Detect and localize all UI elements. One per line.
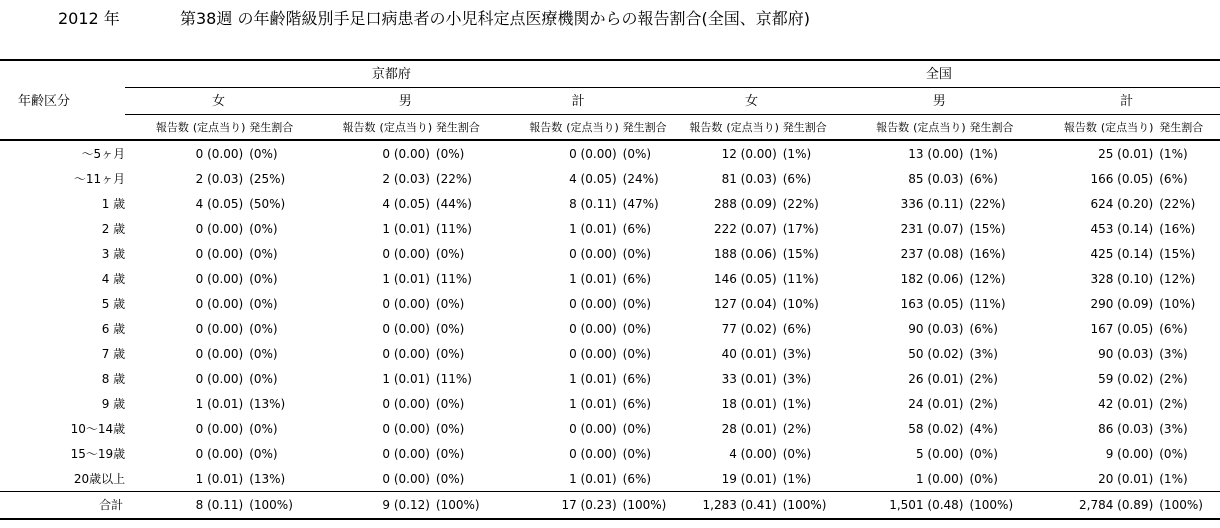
percent-cell: (22%) <box>782 196 819 211</box>
report-count-cell: 13 (0.00) <box>908 146 964 161</box>
table-row <box>0 416 1220 441</box>
report-count-cell: 58 (0.02) <box>908 421 964 436</box>
percent-cell: (3%) <box>969 346 998 361</box>
percent-cell: (0%) <box>249 271 278 286</box>
percent-cell: (15%) <box>782 246 819 261</box>
table-body <box>0 140 1220 519</box>
report-count-cell: 85 (0.03) <box>908 171 964 186</box>
age-label: 6 歳 <box>101 321 126 336</box>
report-count-cell: 1 (0.00) <box>915 471 964 486</box>
age-label: 10～14歳 <box>70 421 126 436</box>
percent-cell: (0%) <box>435 446 465 461</box>
report-count-cell: 0 (0.00) <box>195 296 244 311</box>
age-label: ～5ヶ月 <box>81 146 126 161</box>
percent-cell: (0%) <box>622 146 652 161</box>
report-count-cell: 4 (0.05) <box>382 196 430 211</box>
percent-cell: (13%) <box>249 471 286 486</box>
report-count-cell: 0 (0.00) <box>569 446 617 461</box>
report-count-cell: 50 (0.02) <box>908 346 964 361</box>
report-count-cell: 1 (0.01) <box>569 221 617 236</box>
report-count-cell: 1 (0.01) <box>569 371 617 386</box>
percent-cell: (1%) <box>1159 471 1188 486</box>
age-label: 5 歳 <box>101 296 126 311</box>
percent-cell: (6%) <box>622 471 652 486</box>
col-header-per-site: (定点当り) <box>378 115 432 141</box>
report-count-cell: 146 (0.05) <box>713 271 777 286</box>
percent-cell: (0%) <box>249 246 278 261</box>
percent-cell: (0%) <box>622 421 652 436</box>
table-row <box>0 466 1220 492</box>
report-count-cell: 0 (0.00) <box>195 271 244 286</box>
report-count-cell: 0 (0.00) <box>195 221 244 236</box>
percent-cell: (0%) <box>969 471 998 486</box>
report-count-cell: 1 (0.01) <box>569 396 617 411</box>
percent-cell: (0%) <box>249 321 278 336</box>
col-header-per-site: (定点当り) <box>724 115 778 141</box>
report-count-cell: 0 (0.00) <box>382 296 430 311</box>
report-count-cell: 33 (0.01) <box>721 371 777 386</box>
col-header-percent: 発生割合 <box>432 115 499 141</box>
table-row <box>0 316 1220 341</box>
percent-cell: (13%) <box>249 396 286 411</box>
report-count-cell: 25 (0.01) <box>1098 146 1154 161</box>
percent-cell: (0%) <box>622 346 652 361</box>
column-header-row <box>0 115 1220 141</box>
report-count-cell: 2 (0.03) <box>382 171 430 186</box>
report-count-cell: 26 (0.01) <box>908 371 964 386</box>
report-count-cell: 624 (0.20) <box>1090 196 1154 211</box>
percent-cell: (0%) <box>249 446 278 461</box>
percent-cell: (6%) <box>782 171 812 186</box>
age-header-spacer <box>0 115 125 141</box>
age-header: 年齢区分 <box>18 93 71 109</box>
report-count-cell: 0 (0.00) <box>382 346 430 361</box>
table-row <box>0 441 1220 466</box>
table-row <box>0 140 1220 166</box>
report-count-cell: 336 (0.11) <box>900 196 964 211</box>
total-row <box>0 492 1220 520</box>
percent-cell: (10%) <box>782 296 819 311</box>
col-header-percent: 発生割合 <box>965 115 1033 141</box>
report-count-cell: 81 (0.03) <box>721 171 777 186</box>
percent-cell: (6%) <box>782 321 812 336</box>
report-count-cell: 5 (0.00) <box>915 446 964 461</box>
percent-cell: (6%) <box>1159 171 1188 186</box>
report-count-cell: 17 (0.23) <box>499 492 619 520</box>
report-count-cell: 222 (0.07) <box>713 221 777 236</box>
report-count-cell: 290 (0.09) <box>1090 296 1154 311</box>
col-header-per-site: (定点当り) <box>564 115 618 141</box>
percent-cell: (11%) <box>782 271 819 286</box>
age-label: 20歳以上 <box>73 471 126 486</box>
percent-cell: (0%) <box>435 396 465 411</box>
percent-cell: (0%) <box>435 296 465 311</box>
percent-cell: (2%) <box>969 396 998 411</box>
percent-cell: (3%) <box>782 371 812 386</box>
percent-cell: (2%) <box>969 371 998 386</box>
age-label: 4 歳 <box>101 271 126 286</box>
report-count-cell: 182 (0.06) <box>900 271 964 286</box>
report-count-cell: 328 (0.10) <box>1090 271 1154 286</box>
percent-cell: (25%) <box>249 171 286 186</box>
region-header-national: 全国 <box>658 60 1220 88</box>
percent-cell: (0%) <box>622 321 652 336</box>
report-count-cell: 77 (0.02) <box>721 321 777 336</box>
report-count-cell: 0 (0.00) <box>569 246 617 261</box>
percent-cell: (0%) <box>435 346 465 361</box>
report-count-cell: 0 (0.00) <box>382 146 430 161</box>
table-row <box>0 216 1220 241</box>
report-count-cell: 0 (0.00) <box>382 321 430 336</box>
report-count-cell: 4 (0.05) <box>195 196 244 211</box>
percent-cell: (0%) <box>435 146 465 161</box>
percent-cell: (6%) <box>622 396 652 411</box>
age-label: 8 歳 <box>101 371 126 386</box>
percent-cell: (0%) <box>622 296 652 311</box>
report-count-cell: 0 (0.00) <box>569 421 617 436</box>
report-count-cell: 18 (0.01) <box>721 396 777 411</box>
col-header-per-site: (定点当り) <box>911 115 965 141</box>
report-count-cell: 40 (0.01) <box>721 346 777 361</box>
col-header-per-site: (定点当り) <box>191 115 245 141</box>
table-row <box>0 366 1220 391</box>
report-count-cell: 9 (0.00) <box>1105 446 1154 461</box>
report-count-cell: 24 (0.01) <box>908 396 964 411</box>
sex-header: 女 <box>658 88 846 115</box>
col-header-percent: 発生割合 <box>245 115 312 141</box>
report-count-cell: 1,283 (0.41) <box>658 492 779 520</box>
report-count-cell: 2,784 (0.89) <box>1033 492 1155 520</box>
table-row <box>0 341 1220 366</box>
percent-cell: (100%) <box>245 492 312 520</box>
report-count-cell: 288 (0.09) <box>713 196 777 211</box>
report-count-cell: 0 (0.00) <box>569 296 617 311</box>
report-count-cell: 127 (0.04) <box>713 296 777 311</box>
col-header-count: 報告数 <box>1033 115 1099 141</box>
table-row <box>0 241 1220 266</box>
percent-cell: (22%) <box>969 196 1006 211</box>
age-label: 1 歳 <box>101 196 126 211</box>
col-header-count: 報告数 <box>658 115 725 141</box>
report-count-cell: 166 (0.05) <box>1090 171 1154 186</box>
report-count-cell: 453 (0.14) <box>1090 221 1154 236</box>
report-count-cell: 8 (0.11) <box>125 492 245 520</box>
percent-cell: (100%) <box>965 492 1033 520</box>
report-count-cell: 1 (0.01) <box>382 221 430 236</box>
percent-cell: (0%) <box>249 346 278 361</box>
table-row <box>0 166 1220 191</box>
sex-header: 女 <box>125 88 312 115</box>
report-table <box>0 59 1220 520</box>
title-row <box>0 4 1220 28</box>
report-count-cell: 86 (0.03) <box>1098 421 1154 436</box>
percent-cell: (6%) <box>969 321 998 336</box>
percent-cell: (22%) <box>1159 196 1196 211</box>
percent-cell: (50%) <box>249 196 286 211</box>
percent-cell: (0%) <box>249 296 278 311</box>
percent-cell: (2%) <box>782 421 812 436</box>
report-count-cell: 2 (0.03) <box>195 171 244 186</box>
age-label: 7 歳 <box>101 346 126 361</box>
age-header-spacer <box>0 60 125 88</box>
report-count-cell: 0 (0.00) <box>382 471 430 486</box>
percent-cell: (1%) <box>1159 146 1188 161</box>
percent-cell: (1%) <box>782 396 812 411</box>
col-header-percent: 発生割合 <box>1155 115 1220 141</box>
report-count-cell: 42 (0.01) <box>1098 396 1154 411</box>
percent-cell: (24%) <box>622 171 659 186</box>
report-count-cell: 163 (0.05) <box>900 296 964 311</box>
percent-cell: (22%) <box>435 171 472 186</box>
percent-cell: (0%) <box>249 221 278 236</box>
percent-cell: (15%) <box>1159 246 1196 261</box>
report-count-cell: 0 (0.00) <box>195 146 244 161</box>
percent-cell: (3%) <box>1159 346 1188 361</box>
percent-cell: (17%) <box>782 221 819 236</box>
sex-header: 男 <box>312 88 499 115</box>
percent-cell: (1%) <box>782 471 812 486</box>
percent-cell: (2%) <box>1159 396 1188 411</box>
percent-cell: (16%) <box>969 246 1006 261</box>
col-header-count: 報告数 <box>845 115 911 141</box>
age-label: 3 歳 <box>101 246 126 261</box>
report-count-cell: 28 (0.01) <box>721 421 777 436</box>
report-count-cell: 12 (0.00) <box>721 146 777 161</box>
report-count-cell: 90 (0.03) <box>1098 346 1154 361</box>
report-count-cell: 1,501 (0.48) <box>845 492 965 520</box>
sex-header: 計 <box>1033 88 1220 115</box>
sex-header: 男 <box>845 88 1033 115</box>
percent-cell: (100%) <box>779 492 846 520</box>
report-count-cell: 1 (0.01) <box>569 271 617 286</box>
percent-cell: (1%) <box>969 146 998 161</box>
report-count-cell: 8 (0.11) <box>569 196 617 211</box>
percent-cell: (6%) <box>622 371 652 386</box>
col-header-count: 報告数 <box>312 115 378 141</box>
percent-cell: (6%) <box>969 171 998 186</box>
age-label: 9 歳 <box>101 396 126 411</box>
percent-cell: (11%) <box>969 296 1006 311</box>
percent-cell: (0%) <box>622 446 652 461</box>
report-count-cell: 231 (0.07) <box>900 221 964 236</box>
report-count-cell: 19 (0.01) <box>721 471 777 486</box>
percent-cell: (6%) <box>1159 321 1188 336</box>
percent-cell: (4%) <box>969 421 998 436</box>
report-count-cell: 167 (0.05) <box>1090 321 1154 336</box>
report-count-cell: 188 (0.06) <box>713 246 777 261</box>
report-count-cell: 0 (0.00) <box>195 321 244 336</box>
percent-cell: (11%) <box>435 371 472 386</box>
report-count-cell: 0 (0.00) <box>382 246 430 261</box>
report-count-cell: 0 (0.00) <box>195 371 244 386</box>
report-count-cell: 0 (0.00) <box>569 146 617 161</box>
percent-cell: (0%) <box>435 246 465 261</box>
report-count-cell: 1 (0.01) <box>569 471 617 486</box>
percent-cell: (0%) <box>435 321 465 336</box>
report-count-cell: 237 (0.08) <box>900 246 964 261</box>
report-count-cell: 0 (0.00) <box>195 246 244 261</box>
report-count-cell: 1 (0.01) <box>195 396 244 411</box>
age-label: 15～19歳 <box>70 446 126 461</box>
table-row <box>0 266 1220 291</box>
percent-cell: (0%) <box>435 471 465 486</box>
report-count-cell: 1 (0.01) <box>382 371 430 386</box>
percent-cell: (6%) <box>622 271 652 286</box>
report-year: 2012 年 <box>58 9 120 28</box>
report-count-cell: 0 (0.00) <box>569 346 617 361</box>
percent-cell: (1%) <box>782 146 812 161</box>
report-count-cell: 0 (0.00) <box>195 446 244 461</box>
report-count-cell: 9 (0.12) <box>312 492 432 520</box>
percent-cell: (11%) <box>435 271 472 286</box>
col-header-count: 報告数 <box>125 115 191 141</box>
percent-cell: (47%) <box>622 196 659 211</box>
percent-cell: (11%) <box>435 221 472 236</box>
report-count-cell: 425 (0.14) <box>1090 246 1154 261</box>
report-count-cell: 1 (0.01) <box>382 271 430 286</box>
percent-cell: (0%) <box>782 446 812 461</box>
percent-cell: (15%) <box>969 221 1006 236</box>
percent-cell: (100%) <box>1155 492 1220 520</box>
region-header-kyoto: 京都府 <box>125 60 658 88</box>
percent-cell: (0%) <box>249 146 278 161</box>
report-count-cell: 0 (0.00) <box>382 421 430 436</box>
report-count-cell: 0 (0.00) <box>569 321 617 336</box>
col-header-percent: 発生割合 <box>779 115 846 141</box>
percent-cell: (12%) <box>1159 271 1196 286</box>
percent-cell: (0%) <box>249 421 278 436</box>
percent-cell: (12%) <box>969 271 1006 286</box>
total-label: 合計 <box>0 492 125 520</box>
report-count-cell: 0 (0.00) <box>195 346 244 361</box>
percent-cell: (100%) <box>432 492 499 520</box>
col-header-count: 報告数 <box>499 115 565 141</box>
report-count-cell: 0 (0.00) <box>382 396 430 411</box>
col-header-per-site: (定点当り) <box>1099 115 1155 141</box>
table-row <box>0 291 1220 316</box>
report-count-cell: 4 (0.05) <box>569 171 617 186</box>
percent-cell: (16%) <box>1159 221 1196 236</box>
table-row <box>0 391 1220 416</box>
report-count-cell: 90 (0.03) <box>908 321 964 336</box>
percent-cell: (0%) <box>969 446 998 461</box>
report-count-cell: 59 (0.02) <box>1098 371 1154 386</box>
percent-cell: (100%) <box>619 492 658 520</box>
report-count-cell: 0 (0.00) <box>382 446 430 461</box>
percent-cell: (0%) <box>622 246 652 261</box>
report-count-cell: 20 (0.01) <box>1098 471 1154 486</box>
report-title: 第38週 の年齢階級別手足口病患者の小児科定点医療機関からの報告割合(全国、京都府) <box>180 9 810 28</box>
percent-cell: (0%) <box>435 421 465 436</box>
report-count-cell: 4 (0.00) <box>729 446 777 461</box>
percent-cell: (3%) <box>782 346 812 361</box>
age-label: ～11ヶ月 <box>73 171 126 186</box>
report-count-cell: 0 (0.00) <box>195 421 244 436</box>
table-row <box>0 191 1220 216</box>
percent-cell: (6%) <box>622 221 652 236</box>
percent-cell: (3%) <box>1159 421 1188 436</box>
age-label: 2 歳 <box>101 221 126 236</box>
percent-cell: (0%) <box>1159 446 1188 461</box>
percent-cell: (44%) <box>435 196 472 211</box>
col-header-percent: 発生割合 <box>619 115 658 141</box>
percent-cell: (2%) <box>1159 371 1188 386</box>
percent-cell: (0%) <box>249 371 278 386</box>
report-count-cell: 1 (0.01) <box>195 471 244 486</box>
percent-cell: (10%) <box>1159 296 1196 311</box>
sex-header: 計 <box>499 88 658 115</box>
